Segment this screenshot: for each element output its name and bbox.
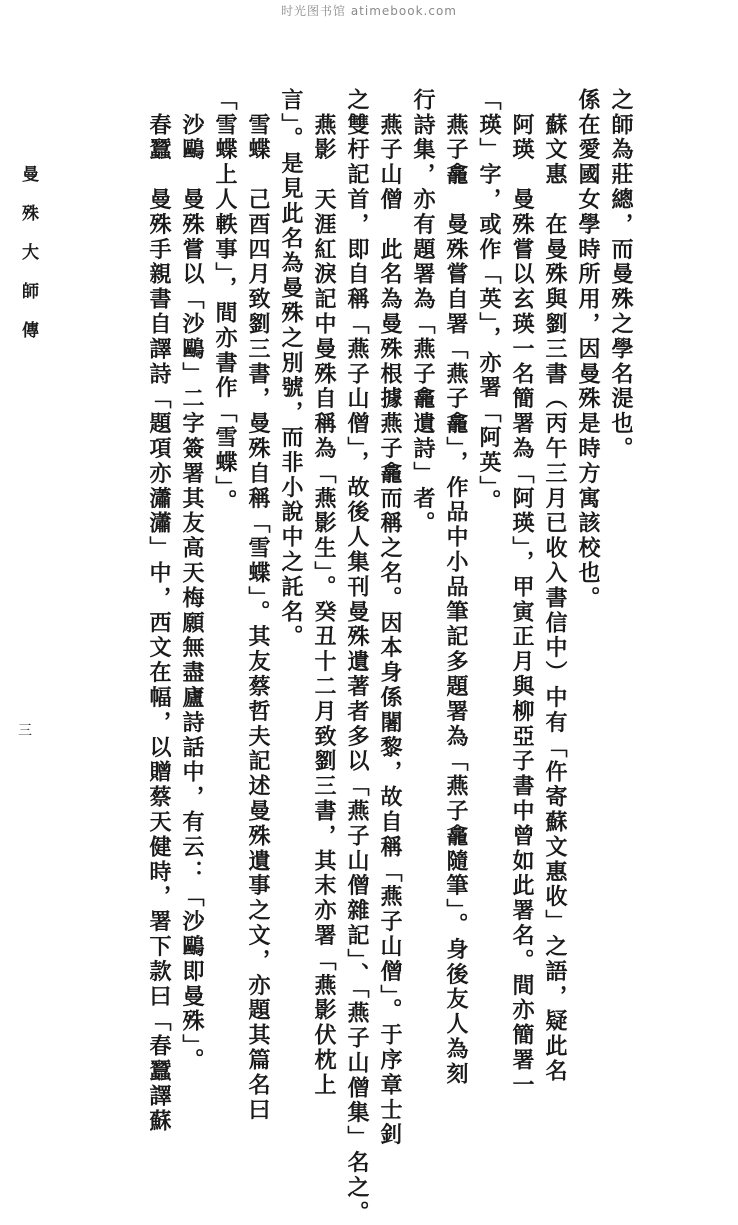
text-column: 燕影 天涯紅淚記中曼殊自稱為「燕影生」。癸丑十二月致劉三書，其末亦署「燕影伏枕上 — [311, 88, 337, 1098]
text-column: 之雙杅記首，即自稱「燕子山僧」，故後人集刊曼殊遺著者多以「燕子山僧雜記」、「燕子山僧集」名之。 — [344, 88, 370, 1225]
text-column: 春蠶 曼殊手親書自譯詩「題項亦瀟瀟」中，西文在幅，以贈蔡天健時，署下款曰「春蠶譯蘇 — [146, 88, 172, 1134]
text-column: 沙鷗 曼殊嘗以「沙鷗」二字簽署其友高天梅願無盡廬詩話中，有云：「沙鷗即曼殊」。 — [179, 88, 205, 1073]
text-column: 係在愛國女學時所用，因曼殊是時方寓該校也。 — [575, 88, 601, 611]
text-column: 雪蝶 己酉四月致劉三書，曼殊自稱「雪蝶」。其友蔡哲夫記述曼殊遺事之文，亦題其篇名曰 — [245, 88, 271, 1123]
text-column: 阿瑛 曼殊嘗以玄瑛一名簡署為「阿瑛」，甲寅正月與柳亞子書中曾如此署名。間亦簡署一 — [509, 88, 535, 1098]
site-watermark: 时光图书馆 atimebook.com — [281, 4, 457, 18]
text-column: 「瑛」字，或作「英」，亦署「阿英」。 — [476, 88, 502, 515]
text-column: 燕子山僧 此名為曼殊根據燕子龕而稱之名。因本身係闍黎，故自稱「燕子山僧」。于序章士釗 — [377, 88, 403, 1148]
page-number: 三 — [18, 723, 32, 739]
book-title: 曼殊大師傳 — [18, 165, 38, 360]
text-column: 行詩集，亦有題署為「燕子龕遺詩」者。 — [410, 88, 436, 537]
text-body — [100, 88, 640, 1225]
text-column: 言」。是見此名為曼殊之別號，而非小說中之託名。 — [278, 88, 304, 650]
text-column: 「雪蝶上人軼事」，間亦書作「雪蝶」。 — [212, 88, 238, 515]
text-column: 燕子龕 曼殊嘗自署「燕子龕」，作品中小品筆記多題署為「燕子龕隨筆」。身後友人為刻 — [443, 88, 469, 1087]
text-column: 之師為莊總，而曼殊之學名湜也。 — [608, 88, 634, 462]
text-column: 蘇文惠 在曼殊與劉三書（丙午三月已收入書信中）中有「仵寄蘇文惠收」之語，疑此名 — [542, 88, 568, 1084]
